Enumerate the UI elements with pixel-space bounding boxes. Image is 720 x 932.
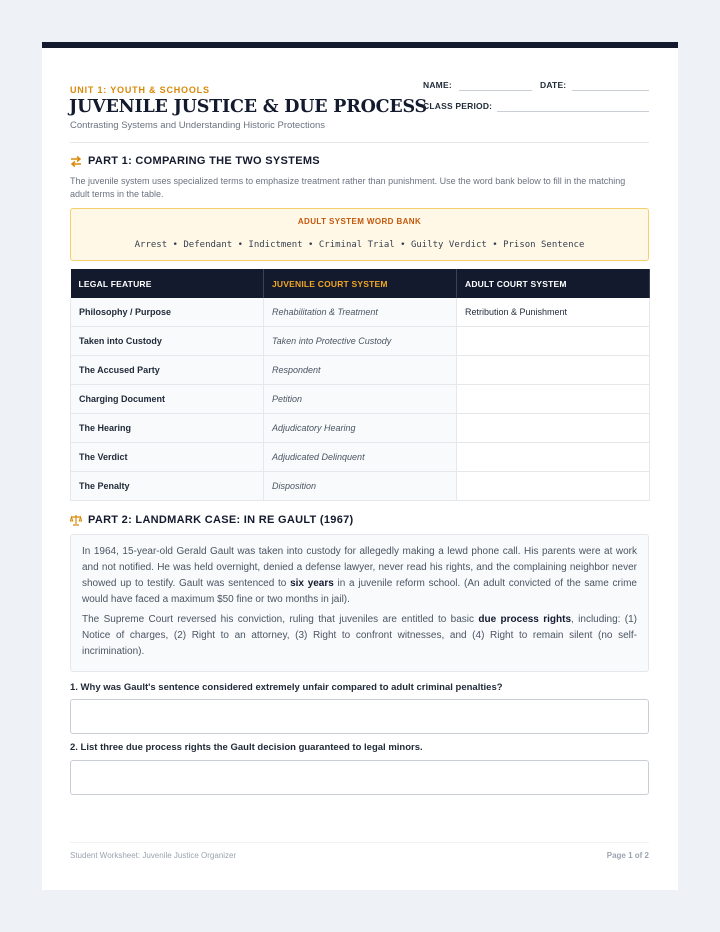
adult-term-cell: Retribution & Punishment	[457, 298, 650, 327]
case-paragraph-1: In 1964, 15-year-old Gerald Gault was taken into custody for allegedly making a lewd phone call. His parents were at work and not notified. He was held overnight, denied a defense lawyer, never read his rights, and the complaining neighbor never showed up to testify. Gault was sentenced to six years in a juvenile reform school. (An adult convicted of the same crime would have faced a maximum $50 fine or two months in jail).	[82, 546, 637, 605]
footer-title: Student Worksheet: Juvenile Justice Organizer	[70, 851, 237, 860]
table-row	[71, 356, 650, 385]
feature-cell: The Verdict	[71, 443, 264, 472]
name-field[interactable]	[459, 90, 532, 91]
table-row	[71, 327, 650, 356]
date-field[interactable]	[572, 90, 649, 91]
part2-heading	[70, 514, 354, 526]
adult-answer-cell[interactable]	[457, 356, 650, 385]
adult-answer-cell[interactable]	[457, 385, 650, 414]
word-bank	[70, 208, 649, 261]
top-accent-bar	[42, 42, 678, 48]
juvenile-term-cell: Adjudicated Delinquent	[264, 443, 457, 472]
table-row	[71, 443, 650, 472]
column-header-juvenile: JUVENILE COURT SYSTEM	[264, 269, 457, 298]
table-header-row	[71, 269, 650, 298]
table-row	[71, 298, 650, 327]
unit-label: UNIT 1: YOUTH & SCHOOLS	[70, 85, 210, 95]
class-period-field[interactable]	[497, 111, 649, 112]
word-bank-terms: Arrest • Defendant • Indictment • Criminal Trial • Guilty Verdict • Prison Sentence	[134, 240, 585, 250]
comparison-table	[70, 269, 650, 501]
page-number: Page 1 of 2	[606, 851, 649, 860]
word-bank-title: ADULT SYSTEM WORD BANK	[297, 217, 422, 226]
table-row	[71, 414, 650, 443]
date-label: DATE:	[540, 80, 567, 90]
scales-icon	[70, 514, 82, 526]
worksheet-page	[42, 42, 678, 890]
feature-cell: Charging Document	[71, 385, 264, 414]
part1-intro: The juvenile system uses specialized terms to emphasize treatment rather than punishment. Use the word bank below to fill in the matching adult terms in the table.	[70, 176, 626, 199]
juvenile-term-cell: Taken into Protective Custody	[264, 327, 457, 356]
question-2: 2. List three due process rights the Gault decision guaranteed to legal minors.	[70, 742, 423, 753]
table-row	[71, 385, 650, 414]
column-header-legal-feature: LEGAL FEATURE	[71, 269, 264, 298]
question-1: 1. Why was Gault's sentence considered extremely unfair compared to adult criminal penalties?	[70, 682, 503, 693]
feature-cell: The Penalty	[71, 472, 264, 501]
column-header-adult: ADULT COURT SYSTEM	[457, 269, 650, 298]
answer-box-1[interactable]	[70, 699, 649, 734]
part1-heading	[70, 155, 320, 167]
feature-cell: The Hearing	[71, 414, 264, 443]
table-row	[71, 472, 650, 501]
juvenile-term-cell: Disposition	[264, 472, 457, 501]
adult-answer-cell[interactable]	[457, 472, 650, 501]
juvenile-term-cell: Respondent	[264, 356, 457, 385]
juvenile-term-cell: Petition	[264, 385, 457, 414]
case-paragraph-2: The Supreme Court reversed his conviction, ruling that juveniles are entitled to basic due process rights, including: (1) Notice of charges, (2) Right to an attorney, (3) Right to confront witnesses, and (4) Right to remain silent (no self-incrimination).	[82, 614, 637, 657]
adult-answer-cell[interactable]	[457, 327, 650, 356]
page-subtitle: Contrasting Systems and Understanding Historic Protections	[70, 120, 326, 131]
case-summary-box	[70, 534, 649, 672]
name-label: NAME:	[423, 80, 452, 90]
adult-answer-cell[interactable]	[457, 443, 650, 472]
feature-cell: Philosophy / Purpose	[71, 298, 264, 327]
adult-answer-cell[interactable]	[457, 414, 650, 443]
swap-arrows-icon	[70, 156, 82, 167]
header-divider	[70, 142, 649, 143]
feature-cell: The Accused Party	[71, 356, 264, 385]
feature-cell: Taken into Custody	[71, 327, 264, 356]
juvenile-term-cell: Rehabilitation & Treatment	[264, 298, 457, 327]
footer-divider	[70, 842, 649, 843]
juvenile-term-cell: Adjudicatory Hearing	[264, 414, 457, 443]
class-period-label: CLASS PERIOD:	[423, 101, 493, 111]
page-title: JUVENILE JUSTICE & DUE PROCESS	[69, 97, 427, 117]
part1-heading-text: PART 1: COMPARING THE TWO SYSTEMS	[88, 155, 320, 167]
part2-heading-text: PART 2: LANDMARK CASE: IN RE GAULT (1967)	[88, 514, 354, 526]
answer-box-2[interactable]	[70, 760, 649, 795]
